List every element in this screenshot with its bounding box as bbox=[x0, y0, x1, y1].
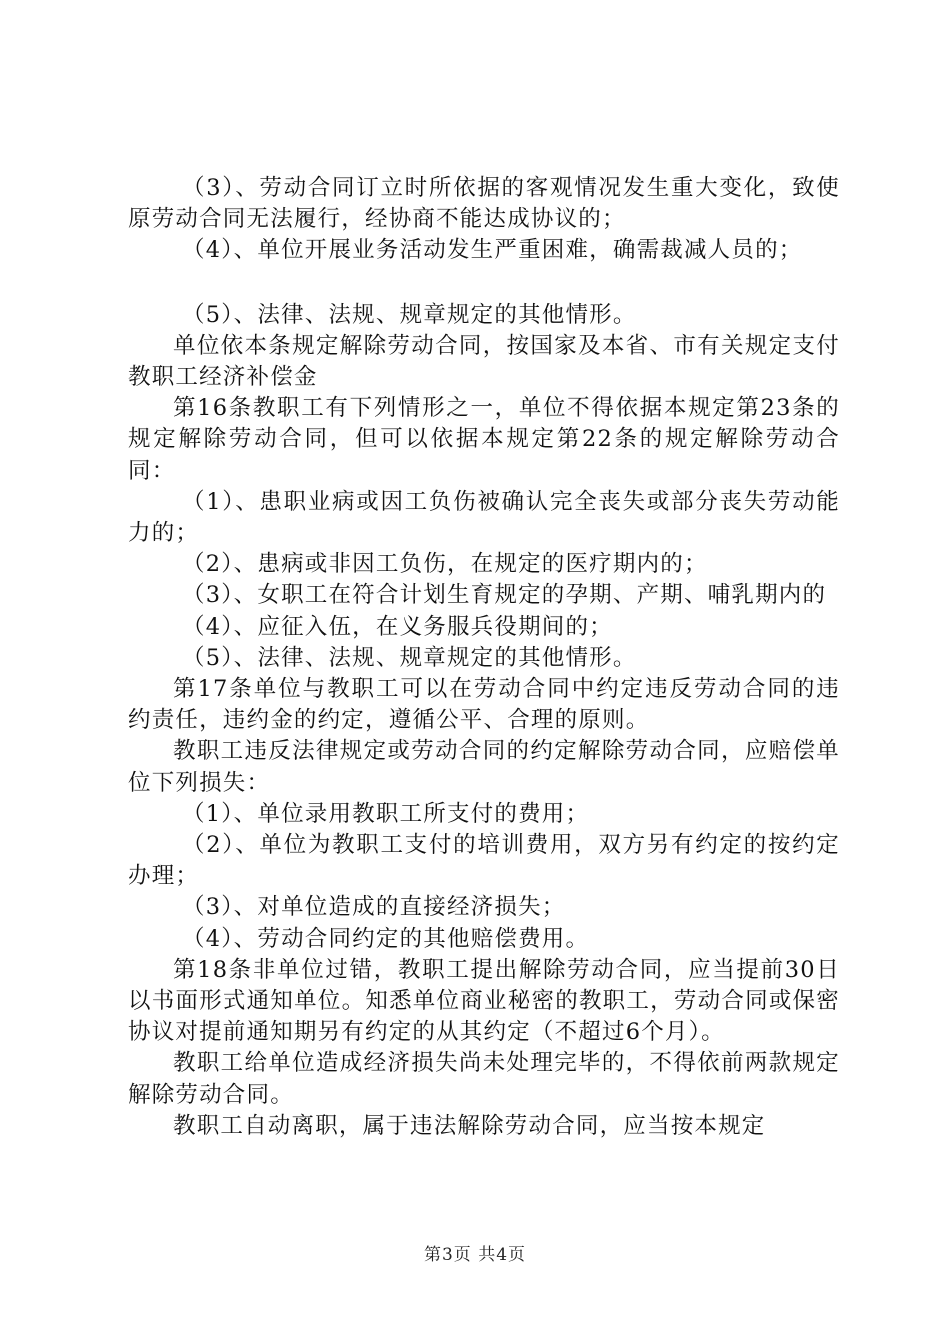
paragraph: （5）、法律、法规、规章规定的其他情形。 bbox=[182, 644, 637, 671]
paragraph: （2）、单位为教职工支付的培训费用，双方另有约定的按约定办理； bbox=[128, 832, 840, 890]
paragraph: （4）、劳动合同约定的其他赔偿费用。 bbox=[182, 925, 590, 952]
paragraph: （1）、单位录用教职工所支付的费用； bbox=[182, 800, 590, 827]
paragraph-gap bbox=[128, 267, 840, 300]
paragraph: （5）、法律、法规、规章规定的其他情形。 bbox=[182, 301, 637, 328]
paragraph: （4）、应征入伍，在义务服兵役期间的； bbox=[182, 613, 613, 640]
paragraph: （3）、劳动合同订立时所依据的客观情况发生重大变化，致使原劳动合同无法履行，经协商不能达成协议的； bbox=[128, 175, 840, 233]
paragraph: （1）、患职业病或因工负伤被确认完全丧失或部分丧失劳动能力的； bbox=[128, 488, 840, 547]
page-number-label: 第3页 共4页 bbox=[423, 1245, 527, 1265]
page-footer bbox=[0, 1240, 950, 1265]
paragraph: （4）、单位开展业务活动发生严重困难，确需裁减人员的； bbox=[182, 237, 803, 264]
paragraph: 教职工给单位造成经济损失尚未处理完毕的，不得依前两款规定解除劳动合同。 bbox=[128, 1050, 840, 1108]
article-paragraph: 第16条教职工有下列情形之一，单位不得依据本规定第23条的规定解除劳动合同，但可以依据本规定第22条的规定解除劳动合同： bbox=[128, 395, 840, 484]
paragraph: 教职工违反法律规定或劳动合同的约定解除劳动合同，应赔偿单位下列损失： bbox=[128, 738, 840, 796]
document-body bbox=[128, 173, 840, 1142]
paragraph: （3）、女职工在符合计划生育规定的孕期、产期、哺乳期内的 bbox=[182, 582, 827, 609]
paragraph: 教职工自动离职，属于违法解除劳动合同，应当按本规定 bbox=[173, 1112, 766, 1139]
paragraph: （3）、对单位造成的直接经济损失； bbox=[182, 894, 566, 921]
article-paragraph: 第17条单位与教职工可以在劳动合同中约定违反劳动合同的违约责任，违约金的约定，遵循公平、合理的原则。 bbox=[128, 676, 840, 734]
article-paragraph: 第18条非单位过错，教职工提出解除劳动合同，应当提前30日以书面形式通知单位。知悉单位商业秘密的教职工，劳动合同或保密协议对提前通知期另有约定的从其约定（不超过6个月）。 bbox=[128, 956, 840, 1046]
paragraph: （2）、患病或非因工负伤，在规定的医疗期内的； bbox=[182, 551, 708, 578]
paragraph: 单位依本条规定解除劳动合同，按国家及本省、市有关规定支付教职工经济补偿金 bbox=[128, 332, 840, 391]
